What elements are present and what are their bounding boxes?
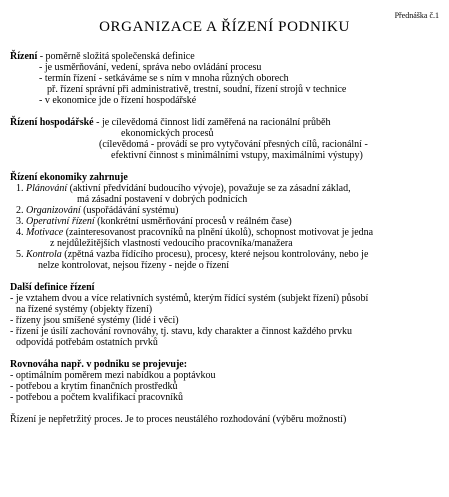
list-item: - je vztahem dvou a více relativních systémů, kterým řídící systém (subjekt řízení) působí [10,293,369,304]
numbered-item-continuation: z nejdůležitějších vlastností vedoucího pracovníka/manažera [50,238,293,249]
section-rizeni [10,51,442,106]
term-rizeni-hospodarske: Řízení hospodářské [10,117,94,128]
list-item: - řízení je úsilí zachování rovnováhy, tj. stavu, kdy charakter a činnost každého prvku [10,326,353,337]
definition-text: - poměrně složitá společenská definice [37,51,195,62]
list-item: - řízeny jsou smíšené systémy (lidé i věci) [10,315,179,326]
numbered-item [10,183,442,194]
numbered-item [10,205,442,216]
numbered-item [10,227,442,238]
numbered-item [10,216,442,227]
page-title: ORGANIZACE A ŘÍZENÍ PODNIKU [99,19,350,35]
list-item: - je usměrňování, vedení, správa nebo ovládání procesu [39,62,262,73]
item-text: (aktivní předvídání budoucího vývoje), považuje se za zásadní základ, [67,183,351,194]
list-item-continuation: na řízené systémy (objekty řízení) [16,304,153,315]
item-term: Kontrola [26,249,62,260]
list-item: ekonomických procesů [121,128,214,139]
section-rovnovaha [10,359,442,403]
section-rizeni-ekonomiky [10,172,442,271]
item-number: 3. [16,216,26,227]
section-footer [10,414,442,425]
section-dalsi-definice [10,282,442,348]
list-item: - optimálním poměrem mezi nabídkou a poptávkou [10,370,216,381]
item-text: (zpětná vazba řídícího procesu), procesy, které nejsou kontrolovány, nebo je [61,249,369,260]
numbered-item [10,249,442,260]
item-number: 5. [16,249,26,260]
item-text: (konkrétní usměrňování procesů v reálném čase) [94,216,292,227]
item-number: 1. [16,183,26,194]
definition-text: - je cílevědomá činnost lidí zaměřená na racionální průběh [93,117,331,128]
numbered-item-continuation: nelze kontrolovat, nejsou řízeny - nejde o řízení [38,260,230,271]
item-term: Organizování [26,205,81,216]
item-number: 4. [16,227,26,238]
item-term: Motivace [26,227,64,238]
lecture-number: Přednáška č.1 [394,11,439,20]
section-heading: Další definice řízení [10,282,95,293]
paragraph [10,117,442,128]
numbered-item-continuation: má zásadní postavení v dobrých podnicích [77,194,248,205]
item-term: Operativní řízení [26,216,95,227]
list-item: - v ekonomice jde o řízení hospodářské [39,95,197,106]
item-text: (uspořádávání systému) [80,205,179,216]
item-text: (zainteresovanost pracovníků na plnění úkolů), schopnost motivovat je jedna [63,227,374,238]
closing-statement: Řízení je nepřetržitý proces. Je to proces neustálého rozhodování (výběru možností) [10,414,347,425]
item-term: Plánování [26,183,68,194]
item-number: 2. [16,205,26,216]
document-body [10,51,442,425]
paragraph [10,51,442,62]
list-item: efektivní činnost s minimálními vstupy, maximálními výstupy) [111,150,363,161]
term-rizeni: Řízení [10,51,38,62]
section-rizeni-hospodarske [10,117,442,161]
list-item: př. řízení správní při administrativě, trestní, soudní, řízení strojů v technice [47,84,347,95]
section-heading: Řízení ekonomiky zahrnuje [10,172,128,183]
list-item-continuation: odpovídá potřebám ostatních prvků [16,337,158,348]
list-item: (cílevědomá - provádí se pro vytyčování přesných cílů, racionální - [99,139,368,150]
list-item: - potřebou a počtem kvalifikací pracovníků [10,392,183,403]
list-item: - potřebou a krytím finančních prostředků [10,381,178,392]
list-item: - termín řízení - setkáváme se s ním v mnoha různých oborech [39,73,289,84]
section-heading: Rovnováha např. v podniku se projevuje: [10,359,188,370]
